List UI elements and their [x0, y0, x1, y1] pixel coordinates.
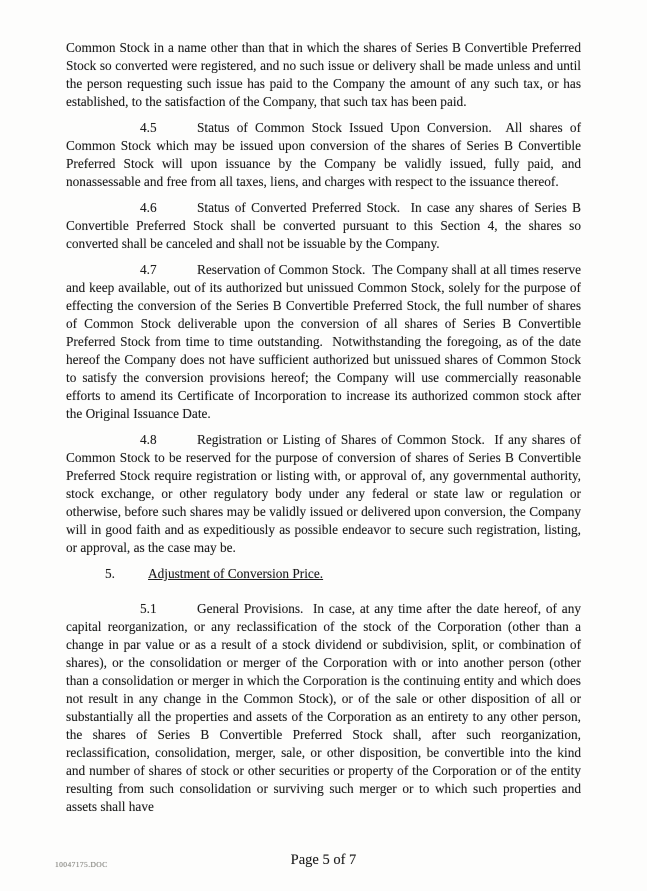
- paragraph-text: Common Stock in a name other than that in which the shares of Series B Convertible Preferred Stock so converted were registered, and no such issue or delivery shall be made unless and until the person requesting such issue has paid to the Company the amount of any such tax, or has established, to the satisfaction of the Company, that such tax has been paid.: [66, 40, 581, 109]
- section-5-heading: [66, 565, 581, 583]
- paragraph-text: General Provisions. In case, at any time after the date hereof, of any capital reorganization, or any reclassification of the stock of the Corporation (other than a change in par value or as a result of a stock dividend or subdivision, split, or combination of shares), or the consolidation or merger of the Corporation with or into another person (other than a consolidation or merger in which the Corporation is the continuing entity and which does not result in any change in the Common Stock), or of the sale or other disposition of all or substantially all the properties and assets of the Corporation as an entirety to any other person, the shares of Series B Convertible Preferred Stock shall, after such reorganization, reclassification, consolidation, merger, sale, or other disposition, be convertible into the kind and number of shares of stock or other securities or property of the Corporation or of the entity resulting from such consolidation or surviving such merger or to which such properties and assets shall have: [66, 601, 581, 814]
- section-number: 4.8: [140, 432, 157, 447]
- section-number: 4.7: [140, 262, 157, 277]
- paragraph-text: Registration or Listing of Shares of Common Stock. If any shares of Common Stock to be reserved for the purpose of conversion of shares of Series B Convertible Preferred Stock require registration or listing with, or approval of, any governmental authority, stock exchange, or other regulatory body under any federal or state law or regulation or otherwise, before such shares may be validly issued or delivered upon conversion, the Company will in good faith and as expeditiously as possible endeavor to secure such registration, listing, or approval, as the case may be.: [66, 432, 581, 555]
- paragraph-text: Status of Common Stock Issued Upon Conversion. All shares of Common Stock which may be issued upon conversion of the shares of Series B Convertible Preferred Stock will upon issuance by the Company be validly issued, fully paid, and nonassessable and free from all taxes, liens, and charges with respect to the issuance thereof.: [66, 120, 581, 189]
- paragraph-4-8: [66, 431, 581, 557]
- page-footer: [0, 851, 647, 881]
- paragraph-text: Reservation of Common Stock. The Company shall at all times reserve and keep available, out of its authorized but unissued Common Stock, solely for the purpose of effecting the conversion of the Series B Convertible Preferred Stock, the full number of shares of Common Stock deliverable upon the conversion of all shares of Series B Convertible Preferred Stock from time to time outstanding. Notwithstanding the foregoing, as of the date hereof the Company does not have sufficient authorized but unissued shares of Common Stock to satisfy the conversion provisions hereof; the Company will use commercially reasonable efforts to amend its Certificate of Incorporation to increase its authorized common stock after the Original Issuance Date.: [66, 262, 581, 421]
- paragraph-text: Status of Converted Preferred Stock. In case any shares of Series B Convertible Preferred Stock shall be converted pursuant to this Section 4, the shares so converted shall be canceled and shall not be issuable by the Company.: [66, 200, 581, 251]
- paragraph-4-6: [66, 199, 581, 253]
- paragraph-5-1: [66, 600, 581, 816]
- document-text-block: [66, 39, 581, 824]
- paragraph-4-5: [66, 119, 581, 191]
- section-number: 5.1: [140, 601, 157, 616]
- section-number: 4.6: [140, 200, 157, 215]
- paragraph-4-7: [66, 261, 581, 423]
- section-number: 5.: [105, 566, 115, 581]
- page-number-label: Page 5 of 7: [290, 852, 357, 868]
- document-number: 10047175.DOC: [55, 860, 108, 869]
- section-heading-text: Adjustment of Conversion Price.: [148, 566, 324, 581]
- paragraph-continuation: [66, 39, 581, 111]
- section-number: 4.5: [140, 120, 157, 135]
